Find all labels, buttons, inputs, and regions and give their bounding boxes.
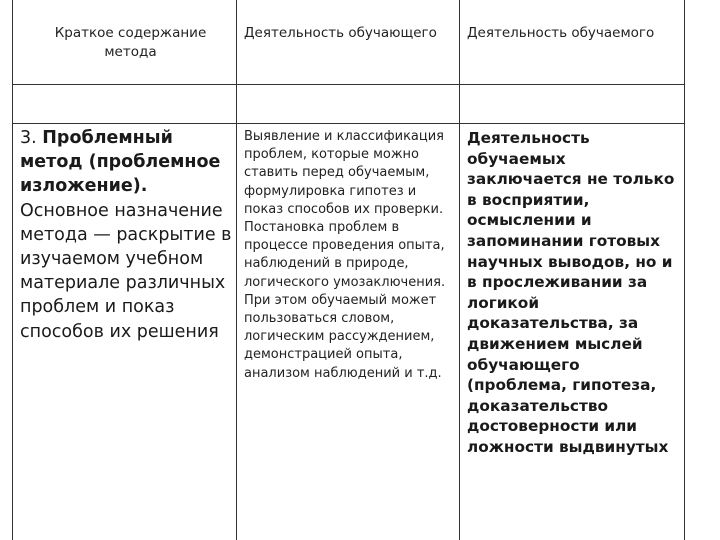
teacher-activity-text: Выявление и классификация проблем, которые можно ставить перед обучаемым, формулировка гипотез и показ способов их проверки. Постановка проблем в процессе проведения опыта, наблюдений в природе, логического умозаключения. При этом обучаемый может пользоваться словом, логическим рассуждением, демонстрацией опыта, анализом наблюдений и т.д. — [244, 129, 446, 381]
method-description: Основное назначение метода — раскрытие в изучаемом учебном материале различных проблем и показ способов их решения — [20, 200, 232, 342]
table-border-right — [684, 0, 685, 540]
student-activity-text: Деятельность обучаемых заключается не только в восприятии, осмыслении и запоминании готовых научных выводов, но и в прослеживании за логикой доказательства, за движением мыслей обучающего (проблема, гипотеза, доказательство достоверности или ложности выдвинутых — [467, 129, 675, 456]
header-teacher-activity: Деятельность обучающего — [244, 25, 437, 41]
table-divider-2 — [459, 0, 460, 540]
method-summary-cell — [20, 126, 235, 344]
table-divider-1 — [236, 0, 237, 540]
table-border-left — [12, 0, 13, 540]
table-rule-header — [12, 84, 685, 85]
method-number: 3. — [20, 128, 37, 148]
teacher-activity-cell — [244, 128, 456, 383]
table-rule-empty-row — [12, 123, 685, 124]
student-activity-cell — [467, 128, 682, 458]
header-student-activity: Деятельность обучаемого — [467, 25, 655, 41]
header-summary: Краткое содержание метода — [54, 25, 207, 60]
method-title: Проблемный метод (проблемное изложение). — [20, 128, 221, 197]
